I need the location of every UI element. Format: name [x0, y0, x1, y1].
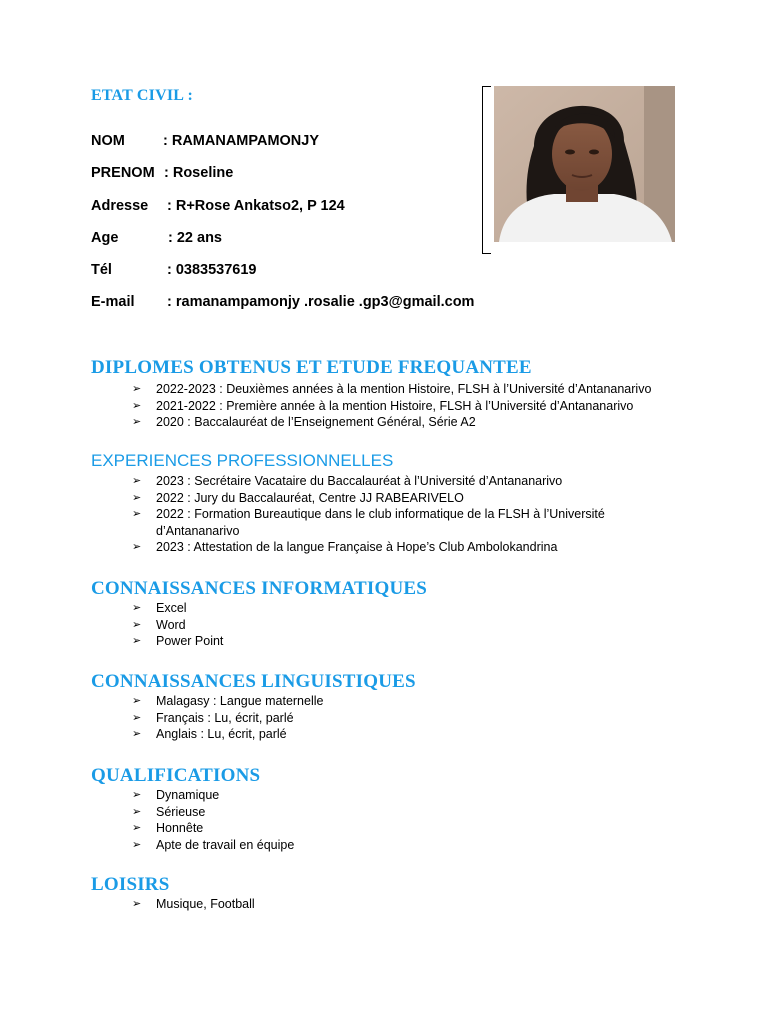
- arrowhead-bullet-icon: ➢: [132, 416, 142, 428]
- civil-value: : 0383537619: [167, 262, 257, 278]
- list-item: ➢ Apte de travail en équipe: [132, 837, 295, 852]
- experiences-heading: EXPERIENCES PROFESSIONNELLES: [91, 451, 394, 470]
- civil-value: : ramanampamonjy .rosalie .gp3@gmail.com: [167, 294, 475, 310]
- arrowhead-bullet-icon: ➢: [132, 838, 142, 851]
- arrowhead-bullet-icon: ➢: [132, 541, 142, 553]
- photo-bracket: [482, 86, 493, 254]
- list-item: ➢ Français : Lu, écrit, parlé: [132, 710, 294, 725]
- civil-label: NOM: [91, 133, 125, 149]
- civil-row-nom: [91, 133, 320, 149]
- arrowhead-bullet-icon: ➢: [132, 789, 142, 801]
- informatique-heading: CONNAISSANCES INFORMATIQUES: [91, 578, 428, 599]
- informatique-list: [132, 600, 223, 650]
- list-item: ➢ Anglais : Lu, écrit, parlé: [132, 727, 287, 741]
- civil-label: Adresse: [91, 198, 149, 214]
- loisirs-heading: LOISIRS: [91, 874, 170, 895]
- qualifications-list: [132, 787, 294, 853]
- arrowhead-bullet-icon: ➢: [132, 508, 142, 520]
- civil-value: : RAMANAMPAMONJY: [163, 133, 320, 149]
- arrowhead-bullet-icon: ➢: [132, 602, 142, 614]
- list-item: ➢ 2020 : Baccalauréat de l’Enseignement Général, Série A2: [132, 415, 476, 429]
- civil-label: Tél: [91, 262, 112, 278]
- qualifications-heading: QUALIFICATIONS: [91, 765, 261, 786]
- list-item: ➢ Dynamique: [132, 788, 220, 802]
- arrowhead-bullet-icon: ➢: [132, 399, 142, 412]
- arrowhead-bullet-icon: ➢: [132, 822, 142, 834]
- list-item: ➢ Sérieuse: [132, 804, 206, 819]
- arrowhead-bullet-icon: ➢: [132, 695, 142, 707]
- linguistique-list: [132, 693, 323, 743]
- list-item: ➢ Word: [132, 617, 186, 632]
- list-item: ➢ 2022 : Jury du Baccalauréat, Centre JJ RABEARIVELO: [132, 490, 464, 505]
- arrowhead-bullet-icon: ➢: [132, 618, 142, 631]
- list-item: ➢ 2022 : Formation Bureautique dans le club informatique de la FLSH à l’Université d’Antananarivo: [132, 507, 605, 538]
- portrait-photo: [494, 86, 675, 242]
- arrowhead-bullet-icon: ➢: [132, 728, 142, 740]
- loisirs-list: [132, 896, 255, 913]
- diplomes-heading: DIPLOMES OBTENUS ET ETUDE FREQUANTEE: [91, 357, 532, 378]
- arrowhead-bullet-icon: ➢: [132, 711, 142, 724]
- list-item: ➢ Musique, Football: [132, 897, 255, 911]
- civil-row-email: [91, 294, 475, 310]
- civil-value: : 22 ans: [168, 230, 222, 246]
- arrowhead-bullet-icon: ➢: [132, 635, 142, 647]
- arrowhead-bullet-icon: ➢: [132, 898, 142, 910]
- etat-civil-heading: ETAT CIVIL :: [91, 87, 193, 104]
- list-item: ➢ Power Point: [132, 634, 224, 648]
- list-item: ➢ Honnête: [132, 821, 204, 835]
- civil-row-age: [91, 230, 222, 246]
- list-item: ➢ 2021-2022 : Première année à la mention Histoire, FLSH à l’Université d’Antananarivo: [132, 398, 634, 413]
- list-item: ➢ Malagasy : Langue maternelle: [132, 694, 324, 708]
- list-item: ➢ 2023 : Attestation de la langue Française à Hope’s Club Ambolokandrina: [132, 540, 558, 554]
- civil-label: Age: [91, 230, 119, 246]
- civil-label: E-mail: [91, 294, 135, 310]
- civil-value: : Roseline: [164, 165, 234, 181]
- arrowhead-bullet-icon: ➢: [132, 475, 142, 487]
- civil-row-prenom: [91, 165, 234, 181]
- list-item: ➢ 2023 : Secrétaire Vacataire du Baccalauréat à l’Université d’Antananarivo: [132, 474, 563, 488]
- arrowhead-bullet-icon: ➢: [132, 805, 142, 818]
- arrowhead-bullet-icon: ➢: [132, 491, 142, 504]
- civil-row-tel: [91, 262, 257, 278]
- list-item: ➢ 2022-2023 : Deuxièmes années à la mention Histoire, FLSH à l’Université d’Antananarivo: [132, 382, 652, 396]
- list-item: ➢ Excel: [132, 601, 187, 615]
- experiences-list: [132, 473, 656, 556]
- linguistique-heading: CONNAISSANCES LINGUISTIQUES: [91, 671, 416, 692]
- arrowhead-bullet-icon: ➢: [132, 383, 142, 395]
- civil-value: : R+Rose Ankatso2, P 124: [167, 198, 345, 214]
- diplomes-list: [132, 381, 651, 431]
- civil-label: PRENOM: [91, 165, 155, 181]
- civil-row-adresse: [91, 198, 345, 214]
